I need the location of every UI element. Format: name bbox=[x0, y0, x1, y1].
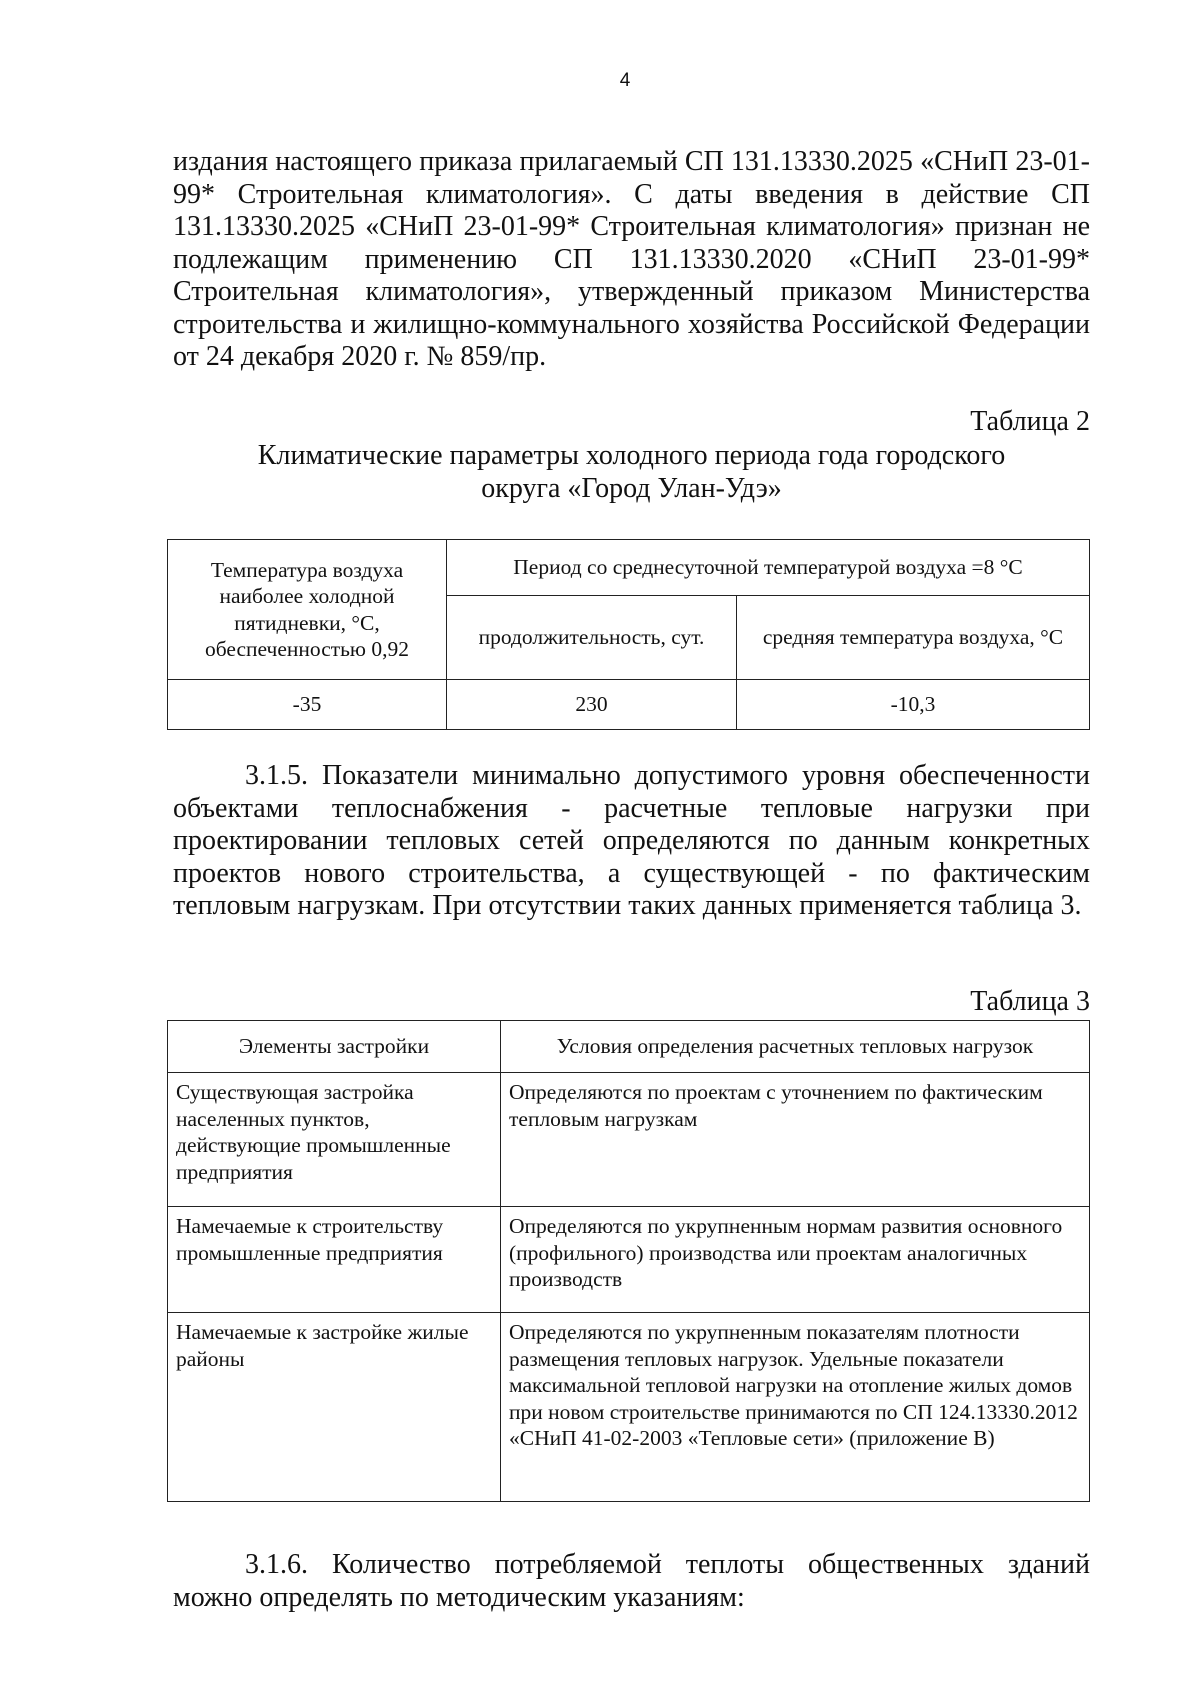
table-row bbox=[168, 680, 1090, 730]
table3-header-col2: Условия определения расчетных тепловых нагрузок bbox=[501, 1021, 1090, 1073]
table3-cell: Определяются по укрупненным показателям плотности размещения тепловых нагрузок. Удельные показатели максимальной тепловой нагрузки на отопление жилых домов при новом строительстве принимаются по СП 124.13330.2012 «СНиП 41-02-2003 «Тепловые сети» (приложение В) bbox=[501, 1313, 1090, 1502]
table2-header-group: Период со среднесуточной температурой воздуха =8 °С bbox=[447, 540, 1090, 596]
table-row bbox=[168, 1313, 1090, 1502]
table-row bbox=[168, 1073, 1090, 1207]
climate-table bbox=[167, 539, 1090, 730]
table3-cell: Намечаемые к застройке жилые районы bbox=[168, 1313, 501, 1502]
table3-cell: Существующая застройка населенных пунктов, действующие промышленные предприятия bbox=[168, 1073, 501, 1207]
page-number: 4 bbox=[619, 70, 631, 91]
heat-load-table bbox=[167, 1020, 1090, 1502]
table3-header-col1: Элементы застройки bbox=[168, 1021, 501, 1073]
table2-title-line1: Климатические параметры холодного периода года городского bbox=[257, 440, 1006, 471]
paragraph-3-1-6: 3.1.6. Количество потребляемой теплоты общественных зданий можно определять по методическим указаниям: bbox=[173, 1549, 1090, 1613]
table3-cell: Определяются по укрупненным нормам развития основного (профильного) производства или проектам аналогичных производств bbox=[501, 1207, 1090, 1313]
table2-header-col1: Температура воздуха наиболее холодной пятидневки, °С, обеспеченностью 0,92 bbox=[168, 540, 447, 680]
table2-header-sub2: средняя температура воздуха, °С bbox=[737, 596, 1090, 680]
table3-caption: Таблица 3 bbox=[970, 986, 1090, 1017]
table2-header-sub1: продолжительность, сут. bbox=[447, 596, 737, 680]
table2-cell: 230 bbox=[447, 680, 737, 730]
table2-title bbox=[173, 439, 1090, 505]
table3-cell: Намечаемые к строительству промышленные предприятия bbox=[168, 1207, 501, 1313]
intro-paragraph: издания настоящего приказа прилагаемый СП 131.13330.2025 «СНиП 23-01-99* Строительная климатология». С даты введения в действие СП 131.13330.2025 «СНиП 23-01-99* Строительная климатология» признан не подлежащим применению СП 131.13330.2020 «СНиП 23-01-99* Строительная климатология», утвержденный приказом Министерства строительства и жилищно-коммунального хозяйства Российской Федерации от 24 декабря 2020 г. № 859/пр. bbox=[173, 146, 1090, 372]
table-row bbox=[168, 1207, 1090, 1313]
table2-cell: -10,3 bbox=[737, 680, 1090, 730]
paragraph-3-1-5: 3.1.5. Показатели минимально допустимого уровня обеспеченности объектами теплоснабжения - расчетные тепловые нагрузки при проектировании тепловых сетей определяются по данным конкретных проектов нового строительства, а существующей - по фактическим тепловым нагрузкам. При отсутствии таких данных применяется таблица 3. bbox=[173, 760, 1090, 921]
table2-caption: Таблица 2 bbox=[970, 406, 1090, 437]
table3-cell: Определяются по проектам с уточнением по фактическим тепловым нагрузкам bbox=[501, 1073, 1090, 1207]
table2-cell: -35 bbox=[168, 680, 447, 730]
table2-title-line2: округа «Город Улан-Удэ» bbox=[481, 473, 782, 504]
